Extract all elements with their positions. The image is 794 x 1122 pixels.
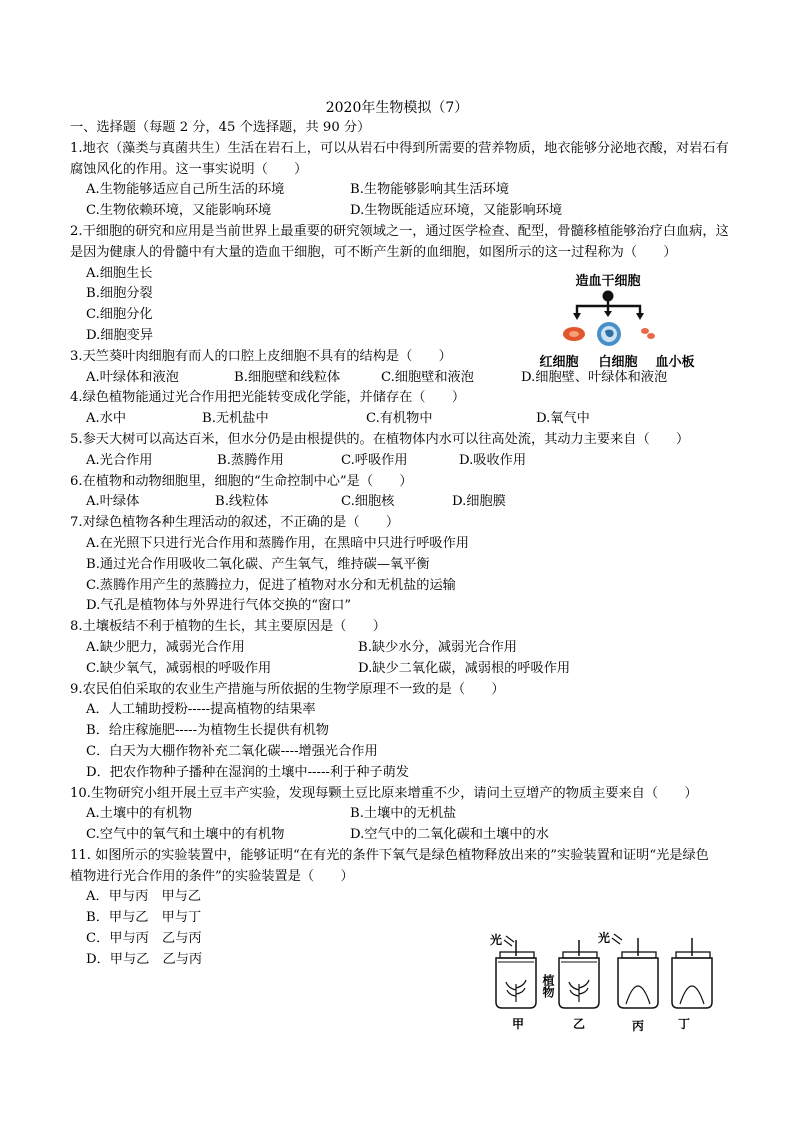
- jar-bing: [618, 938, 658, 1008]
- arrow-middle: [604, 311, 612, 317]
- jar-yi: [559, 940, 599, 1008]
- question-8-options-row2: [70, 659, 730, 680]
- question-9-option-b: B．给庄稼施肥-----为植物生长提供有机物: [86, 723, 329, 739]
- question-5-option-d: D.吸收作用: [459, 452, 527, 468]
- question-7-option-a: A.在光照下只进行光合作用和蒸腾作用，在黑暗中只进行呼吸作用: [86, 535, 469, 551]
- question-5-stem: 5.参天大树可以高达百米，但水分仍是由根提供的。在植物体内水可以往高处流，其动力主要来自（ ）: [70, 431, 690, 447]
- question-11-option-c: C．甲与丙 乙与丙: [86, 931, 202, 947]
- question-8-option-d: D.缺少二氧化碳，减弱根的呼吸作用: [358, 660, 571, 676]
- question-10-options-row1: [70, 804, 730, 825]
- question-6-option-c: C.细胞核: [341, 494, 395, 510]
- question-6-option-a: A.叶绿体: [86, 494, 140, 510]
- question-10-option-c: C.空气中的氧气和土壤中的有机物: [86, 827, 285, 843]
- plant-label: 植物: [541, 974, 555, 998]
- question-4-option-c: C.有机物中: [366, 411, 433, 427]
- white-cell-label: 白细胞: [598, 355, 638, 370]
- question-9-option-a: A．人工辅助授粉-----提高植物的结果率: [86, 702, 316, 718]
- jar-bing-label: 丙: [631, 1019, 645, 1033]
- question-3-option-a: A.叶绿体和液泡: [86, 369, 179, 385]
- question-5-option-a: A.光合作用: [86, 452, 153, 468]
- question-10-stem: 10.生物研究小组开展土豆丰产实验，发现每颗土豆比原来增重不少，请问土豆增产的物质主要来自（ ）: [70, 785, 698, 801]
- question-5-options: [70, 451, 730, 472]
- question-1-option-a: A.生物能够适应自己所生活的环境: [86, 182, 285, 198]
- question-3-option-b: B.细胞壁和线粒体: [234, 369, 341, 385]
- question-6-option-d: D.细胞膜: [452, 494, 506, 510]
- platelet-shape-2: [647, 333, 655, 339]
- question-4-option-d: D.氧气中: [536, 411, 590, 427]
- stem-cell-label: 造血干细胞: [575, 274, 641, 289]
- question-8-stem: 8.土壤板结不利于植物的生长，其主要原因是（ ）: [70, 619, 386, 635]
- question-6-stem: 6.在植物和动物细胞里，细胞的“生命控制中心”是（ ）: [70, 473, 413, 489]
- question-2-option-b: B.细胞分裂: [86, 286, 153, 302]
- question-2-stem: 2.干细胞的研究和应用是当前世界上最重要的研究领域之一，通过医学检查、配型，骨髓移植能够治疗白血病，这是因为健康人的骨髓中有大量的造血干细胞，可不断产生新的血细胞，如图所示的这一过程称为（ ）: [70, 223, 729, 260]
- question-1-options-row1: [70, 180, 730, 201]
- question-8-option-b: B.缺少水分，减弱光合作用: [358, 639, 517, 655]
- arrow-right: [636, 313, 644, 320]
- page-title: 2020年生物模拟（7）: [325, 100, 469, 116]
- question-7-option-b: B.通过光合作用吸收二氧化碳、产生氧气，维持碳—氧平衡: [86, 556, 430, 572]
- question-11-option-a: A．甲与丙 甲与乙: [86, 889, 202, 905]
- question-10-options-row2: [70, 825, 730, 846]
- question-3-stem: 3.天竺葵叶肉细胞有而人的口腔上皮细胞不具有的结构是（ ）: [70, 348, 452, 364]
- stem-cell-diagram: [530, 268, 710, 372]
- experiment-diagram: [486, 928, 716, 1036]
- question-2-option-d: D.细胞变异: [86, 327, 154, 343]
- stem-cell-figure: [530, 268, 710, 372]
- question-1-option-c: C.生物依赖环境，又能影响环境: [86, 203, 272, 219]
- question-8-option-c: C.缺少氧气，减弱根的呼吸作用: [86, 660, 272, 676]
- jar-jia: [496, 940, 536, 1008]
- question-10-option-a: A.土壤中的有机物: [86, 806, 193, 822]
- question-2-option-a: A.细胞生长: [86, 265, 153, 281]
- platelet-label: 血小板: [655, 355, 695, 370]
- question-10-option-d: D.空气中的二氧化碳和土壤中的水: [350, 827, 549, 843]
- section-heading: 一、选择题（每题 2 分，45 个选择题，共 90 分）: [70, 120, 371, 135]
- jar-jia-label: 甲: [511, 1017, 525, 1031]
- question-5-option-b: B.蒸腾作用: [217, 452, 284, 468]
- question-10-option-b: B.土壤中的无机盐: [350, 806, 457, 822]
- arrow-left: [573, 313, 581, 320]
- question-list: [70, 118, 730, 971]
- question-4-option-b: B.无机盐中: [202, 411, 269, 427]
- question-8-options-row1: [70, 638, 730, 659]
- question-9-stem: 9.农民伯伯采取的农业生产措施与所依据的生物学原理不一致的是（ ）: [70, 681, 505, 697]
- question-2-option-c: C.细胞分化: [86, 307, 153, 323]
- question-5-option-c: C.呼吸作用: [341, 452, 408, 468]
- experiment-figure: [486, 928, 716, 1036]
- question-4-options: [70, 409, 730, 430]
- question-9-option-d: D．把农作物种子播种在湿润的土壤中-----利于种子萌发: [86, 764, 409, 780]
- question-1-options-row2: [70, 201, 730, 222]
- question-8-option-a: A.缺少肥力，减弱光合作用: [86, 639, 245, 655]
- question-1-stem: 1.地衣（藻类与真菌共生）生活在岩石上，可以从岩石中得到所需要的营养物质，地衣能够分泌地衣酸，对岩石有腐蚀风化的作用。这一事实说明（ ）: [70, 140, 729, 177]
- stem-cell-dot: [603, 291, 614, 302]
- question-4-option-a: A.水中: [86, 411, 127, 427]
- question-3-option-d: D.细胞壁、叶绿体和液泡: [521, 369, 668, 385]
- platelet-shape-1: [641, 328, 649, 334]
- question-6-option-b: B.线粒体: [215, 494, 269, 510]
- light-label-2: 光: [597, 931, 611, 945]
- light-label-1: 光: [489, 933, 503, 947]
- red-cell-center: [569, 331, 579, 337]
- jar-yi-label: 乙: [572, 1017, 586, 1031]
- question-7-option-c: C.蒸腾作用产生的蒸腾拉力，促进了植物对水分和无机盐的运输: [86, 577, 456, 593]
- question-4-stem: 4.绿色植物能通过光合作用把光能转变成化学能，并储存在（ ）: [70, 390, 466, 406]
- light-rays-2: [612, 934, 622, 944]
- question-1-option-d: D.生物既能适应环境，又能影响环境: [350, 203, 563, 219]
- question-9-option-c: C．白天为大棚作物补充二氧化碳----增强光合作用: [86, 743, 378, 759]
- question-11-stem: 11. 如图所示的实验装置中，能够证明“在有光的条件下氧气是绿色植物释放出来的”实验装置和证明“光是绿色植物进行光合作用的条件”的实验装置是（ ）: [70, 847, 709, 884]
- red-cell-label: 红细胞: [539, 355, 579, 370]
- question-7-stem: 7.对绿色植物各种生理活动的叙述，不正确的是（ ）: [70, 515, 400, 531]
- question-11-option-d: D．甲与乙 乙与丙: [86, 951, 203, 967]
- question-1-option-b: B.生物能够影响其生活环境: [350, 182, 509, 198]
- jar-ding: [672, 938, 712, 1008]
- light-rays-1: [504, 936, 514, 946]
- question-3-option-c: C.细胞壁和液泡: [381, 369, 474, 385]
- question-11-option-b: B．甲与乙 甲与丁: [86, 910, 202, 926]
- question-7-option-d: D.气孔是植物体与外界进行气体交换的“窗口”: [86, 598, 352, 614]
- question-6-options: [70, 492, 730, 513]
- jar-ding-label: 丁: [677, 1017, 691, 1031]
